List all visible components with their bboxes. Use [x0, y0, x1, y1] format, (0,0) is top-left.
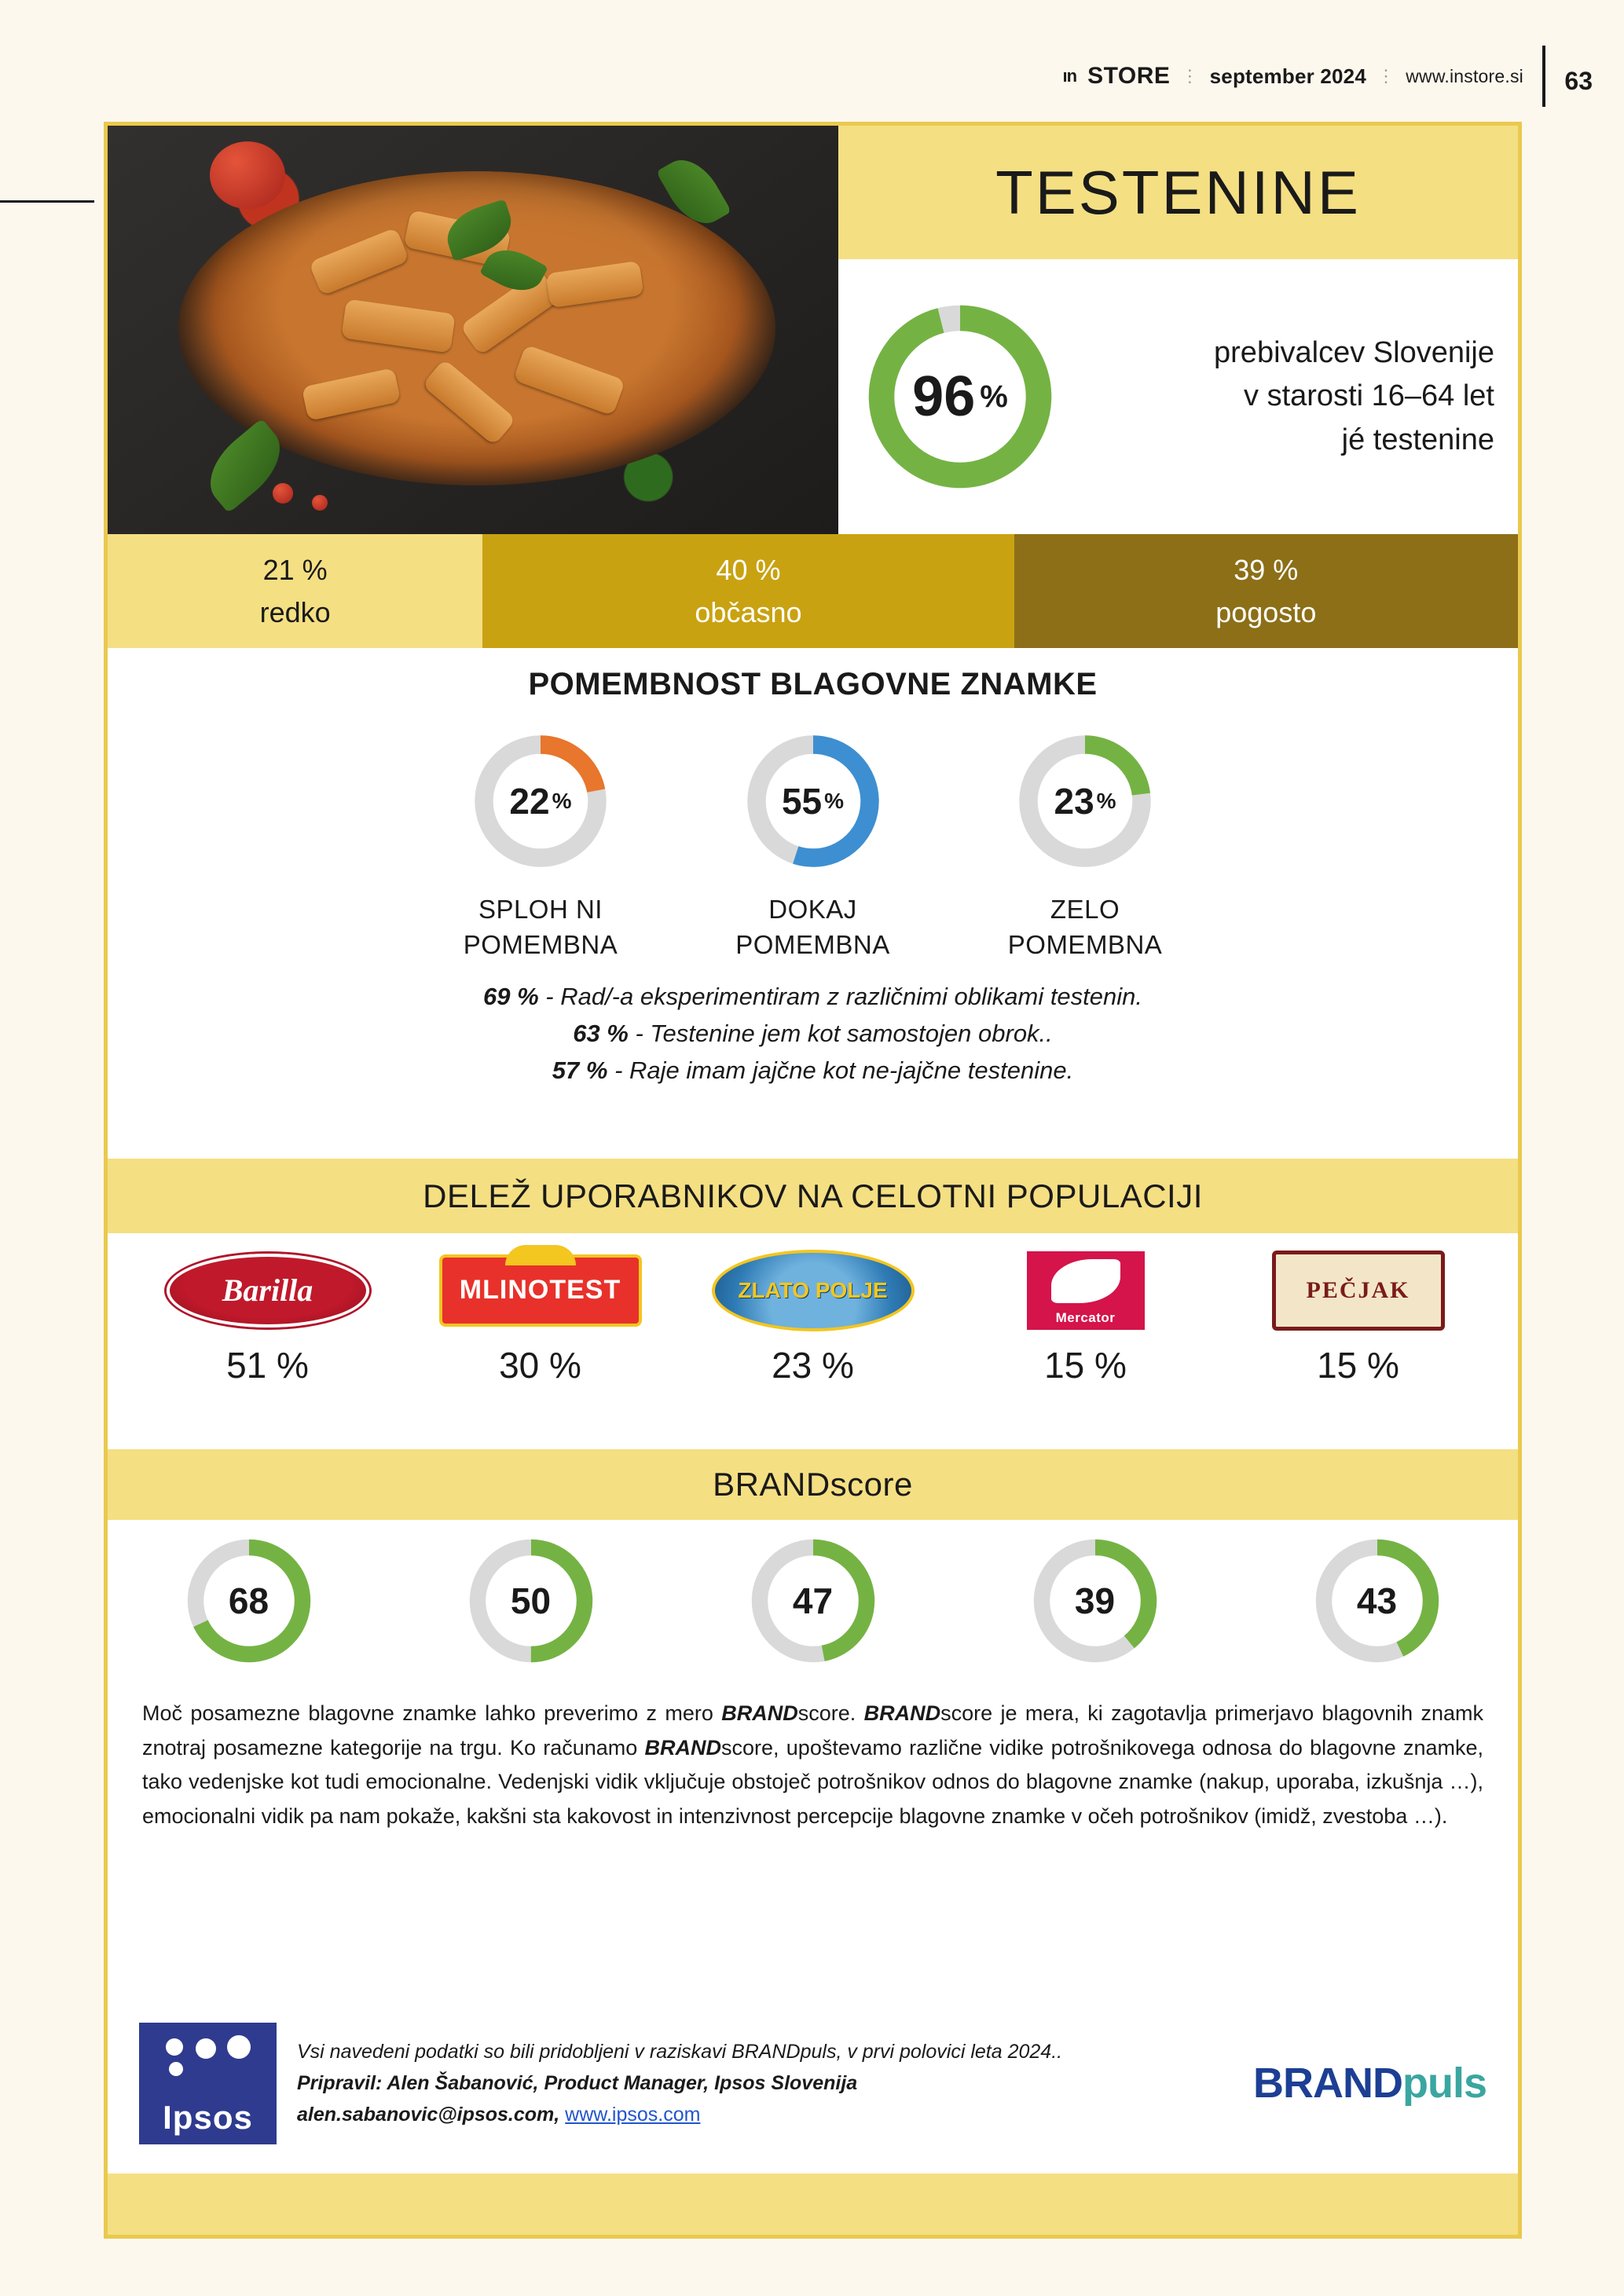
pecjak-logo-mark: PEČJAK — [1272, 1251, 1445, 1331]
zlato-polje-logo-mark: ZLATO POLJE — [712, 1250, 915, 1331]
importance-caption-line-2: POMEMBNA — [1007, 929, 1163, 959]
frequency-segment-obcasno — [482, 534, 1014, 648]
frequency-label: redko — [259, 595, 331, 628]
kpi-donut-chart — [862, 298, 1058, 495]
copy-part-2: score. — [797, 1701, 864, 1725]
body-copy — [108, 1697, 1518, 1834]
hero-title-box — [838, 126, 1518, 259]
importance-caption — [735, 892, 890, 962]
statement-pct: 69 % — [482, 983, 539, 1011]
kpi-text-line-3: jé testenine — [1341, 423, 1494, 456]
ipsos-logo-mark — [161, 2035, 255, 2081]
kpi-unit: % — [980, 379, 1008, 414]
statement-text: - Raje imam jajčne kot ne-jajčne testenine. — [614, 1056, 1074, 1085]
peppercorn-icon — [273, 483, 293, 504]
brand-pct: 15 % — [1044, 1345, 1127, 1386]
importance-donut-chart — [742, 731, 884, 872]
importance-donut-chart — [1014, 731, 1156, 872]
users-share-title: DELEŽ UPORABNIKOV NA CELOTNI POPULACIJI — [423, 1177, 1203, 1214]
brandscore-value: 47 — [792, 1580, 834, 1621]
importance-unit: % — [1096, 789, 1116, 813]
masthead-divider — [1542, 46, 1545, 107]
page-title: TESTENINE — [995, 157, 1361, 227]
kpi-text-line-1: prebivalcev Slovenije — [1214, 336, 1494, 370]
brand-importance-section — [108, 648, 1518, 1159]
brand-list — [108, 1233, 1518, 1386]
statement-list — [108, 983, 1518, 1085]
peppercorn-icon — [312, 495, 328, 511]
brand-importance-donuts — [108, 731, 1518, 962]
brandpuls-logo — [1253, 2059, 1487, 2107]
importance-donut-label — [470, 731, 611, 872]
brand-item-pecjak — [1241, 1249, 1476, 1386]
frequency-segment-pogosto — [1014, 534, 1518, 648]
copy-part-3: score je mera, ki zagotavlja primerjavo blagovnih znamk znotraj posamezne kategorije na trgu. Ko računamo — [142, 1701, 1484, 1760]
importance-caption-line-2: POMEMBNA — [735, 929, 890, 959]
brandscore-donut-pecjak — [1311, 1534, 1444, 1668]
statement-text: - Testenine jem kot samostojen obrok.. — [635, 1020, 1053, 1048]
importance-caption-line-1: DOKAJ — [768, 895, 857, 924]
brand-item-zlato-polje — [695, 1249, 931, 1386]
statement-item — [108, 983, 1518, 1011]
importance-caption-line-1: SPLOH NI — [478, 895, 603, 924]
instore-logo-icon: ın — [1062, 66, 1077, 86]
brandscore-band — [108, 1449, 1518, 1520]
importance-donut-chart — [470, 731, 611, 872]
importance-caption-line-1: ZELO — [1050, 895, 1120, 924]
brand-item-mlinotest — [423, 1249, 658, 1386]
footer-website-link[interactable]: www.ipsos.com — [565, 2104, 701, 2126]
brandscore-value: 43 — [1356, 1580, 1398, 1621]
footer-email[interactable]: alen.sabanovic@ipsos.com, — [297, 2104, 560, 2126]
masthead-separator-icon: ⋮ — [1181, 66, 1199, 86]
page-content — [104, 122, 1522, 2239]
hero-section — [108, 126, 1518, 534]
copy-brand-1: BRAND — [721, 1701, 798, 1725]
pecjak-logo — [1272, 1249, 1445, 1331]
brand-pct: 23 % — [772, 1345, 854, 1386]
importance-value: 55 — [781, 781, 823, 822]
importance-value: 23 — [1054, 781, 1094, 822]
brand-item-barilla — [150, 1249, 386, 1386]
statement-pct: 57 % — [552, 1056, 608, 1085]
brand-pct: 30 % — [499, 1345, 581, 1386]
copy-brand-3: BRAND — [644, 1735, 722, 1760]
barilla-logo — [167, 1249, 369, 1331]
mlinotest-logo — [439, 1249, 642, 1331]
kpi-text-line-2: v starosti 16–64 let — [1244, 379, 1494, 413]
importance-value: 22 — [509, 781, 550, 822]
importance-item-dokaj — [735, 731, 890, 962]
brandscore-value: 68 — [228, 1580, 269, 1621]
statement-text: - Rad/-a eksperimentiram z različnimi oblikami testenin. — [545, 983, 1143, 1011]
frequency-label: občasno — [695, 595, 802, 628]
masthead-store: STORE — [1087, 63, 1171, 89]
footer-author: Pripravil: Alen Šabanović, Product Manager, Ipsos Slovenija — [297, 2072, 858, 2094]
kpi-donut-label — [862, 298, 1058, 495]
masthead — [1063, 63, 1523, 90]
importance-unit: % — [824, 789, 845, 813]
frequency-label: pogosto — [1215, 595, 1317, 628]
importance-donut-label — [742, 731, 884, 872]
ipsos-wordmark: Ipsos — [163, 2098, 253, 2136]
brandscore-title: BRANDscore — [713, 1466, 913, 1503]
brandscore-donut-zlato-polje — [746, 1534, 880, 1668]
brandscore-list — [108, 1520, 1518, 1668]
brand-pct: 15 % — [1317, 1345, 1399, 1386]
copy-part-4: score, upoštevamo različne vidike potrošnikovega odnosa do blagovne znamke, tako vedenjske kot tudi emocionalne. Vedenjski vidik vključuje obstoječ potrošnikov odnos do blagovne znamke (nakup, uporaba, izkušnja …), emocionalni vidik pa nam pokaže, kakšni sta kakovost in intenzivnost percepcije blagovne znamke v očeh potrošnikov (imidž, zvestoba …). — [142, 1735, 1484, 1829]
importance-caption-line-2: POMEMBNA — [463, 929, 618, 959]
frequency-pct: 21 % — [262, 553, 328, 586]
header-rule — [0, 200, 94, 203]
zlato-polje-logo — [712, 1249, 915, 1331]
hero-kpi-box — [838, 259, 1518, 534]
mercator-logo — [1027, 1249, 1145, 1331]
footer — [108, 2009, 1518, 2158]
statement-item — [108, 1056, 1518, 1085]
brandscore-donut-mlinotest — [464, 1534, 598, 1668]
kpi-value: 96 — [912, 365, 976, 428]
footer-text — [297, 2036, 1233, 2130]
masthead-separator-icon: ⋮ — [1377, 66, 1395, 86]
footer-band — [108, 2173, 1518, 2235]
brandscore-value: 39 — [1074, 1580, 1116, 1621]
brandscore-donut-barilla — [182, 1534, 316, 1668]
importance-item-zelo — [1008, 731, 1163, 962]
mlinotest-logo-mark: MLINOTEST — [439, 1254, 642, 1327]
masthead-url: www.instore.si — [1406, 65, 1523, 86]
importance-caption — [464, 892, 618, 962]
mercator-wordmark: Mercator — [1055, 1309, 1116, 1325]
barilla-logo-mark: Barilla — [167, 1254, 369, 1327]
importance-unit: % — [552, 789, 572, 813]
statement-item — [108, 1020, 1518, 1048]
copy-part-1: Moč posamezne blagovne znamke lahko preverimo z mero — [142, 1701, 722, 1725]
brandscore-donut-mercator — [1028, 1534, 1162, 1668]
ipsos-logo — [139, 2023, 277, 2144]
pasta-photo — [108, 126, 838, 534]
brand-pct: 51 % — [226, 1345, 309, 1386]
frequency-bar — [108, 534, 1518, 648]
page-number: 63 — [1564, 67, 1593, 95]
frequency-segment-redko — [108, 534, 482, 648]
importance-donut-label — [1014, 731, 1156, 872]
brandpuls-logo-part-1: BRAND — [1252, 2060, 1402, 2107]
brand-importance-title: POMEMBNOST BLAGOVNE ZNAMKE — [528, 667, 1098, 701]
mercator-logo-mark — [1027, 1251, 1145, 1330]
mercator-leaf-icon — [1051, 1259, 1120, 1303]
masthead-date: september 2024 — [1209, 64, 1366, 88]
copy-brand-2: BRAND — [863, 1701, 941, 1725]
frequency-pct: 39 % — [1234, 553, 1299, 586]
importance-caption — [1008, 892, 1163, 962]
kpi-description — [1079, 331, 1494, 461]
importance-item-sploh-ni — [464, 731, 618, 962]
brandpuls-logo-part-2: puls — [1402, 2060, 1487, 2107]
frequency-pct: 40 % — [716, 553, 781, 586]
brandscore-section — [108, 1520, 1518, 1697]
users-share-section — [108, 1233, 1518, 1449]
brandscore-value: 50 — [510, 1580, 552, 1621]
users-share-band — [108, 1159, 1518, 1233]
statement-pct: 63 % — [573, 1020, 629, 1048]
footer-note: Vsi navedeni podatki so bili pridobljeni v raziskavi BRANDpuls, v prvi polovici leta 2024.. — [297, 2041, 1063, 2063]
tomato-icon — [210, 141, 285, 209]
brand-item-mercator — [968, 1249, 1204, 1386]
